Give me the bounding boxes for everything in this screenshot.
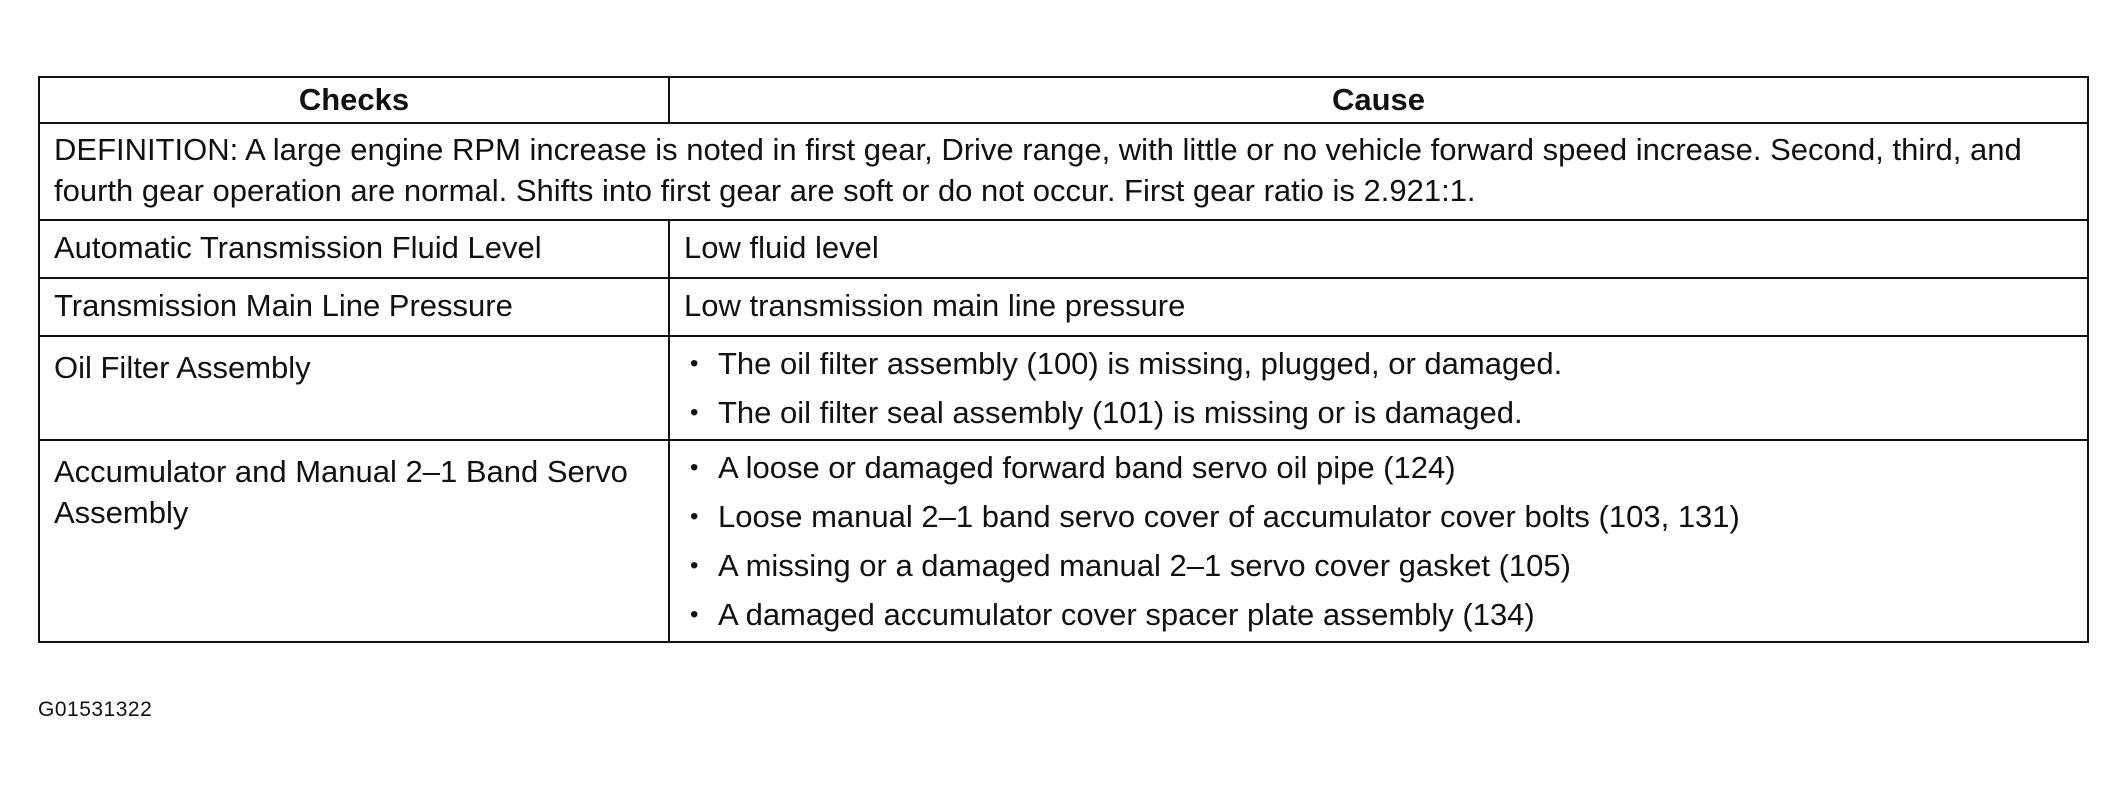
cause-list [684, 337, 2073, 439]
bullet-icon: • [690, 552, 699, 579]
cause-item-text: The oil filter assembly (100) is missing, plugged, or damaged. [718, 346, 1563, 381]
table-header-row [39, 77, 2088, 123]
check-cell: Automatic Transmission Fluid Level [39, 220, 669, 278]
figure-code: G01531322 [38, 698, 153, 721]
definition-row [39, 123, 2088, 220]
bullet-icon: • [690, 399, 699, 426]
checks-column-header: Checks [39, 77, 669, 123]
table-row [39, 440, 2088, 642]
table-row [39, 336, 2088, 440]
check-cell: Transmission Main Line Pressure [39, 278, 669, 336]
cause-cell: Low transmission main line pressure [669, 278, 2088, 336]
cause-item-text: Loose manual 2–1 band servo cover of accumulator cover bolts (103, 131) [718, 499, 1740, 534]
cause-cell [669, 336, 2088, 440]
bullet-icon: • [690, 350, 699, 377]
cause-item-text: A loose or damaged forward band servo oil pipe (124) [718, 450, 1456, 485]
cause-column-header: Cause [669, 77, 2088, 123]
check-cell: Accumulator and Manual 2–1 Band Servo Assembly [39, 440, 669, 642]
cause-item-text: A missing or a damaged manual 2–1 servo cover gasket (105) [718, 548, 1571, 583]
diagnostic-table [38, 76, 2089, 643]
cause-list-item [690, 447, 2073, 488]
definition-text: DEFINITION: A large engine RPM increase is noted in first gear, Drive range, with little or no vehicle forward speed increase. Second, third, and fourth gear operation are normal. Shifts into first gear are soft or do not occur. First gear ratio is 2.921:1. [39, 123, 2088, 220]
table-row [39, 220, 2088, 278]
cause-item-text: The oil filter seal assembly (101) is missing or is damaged. [718, 395, 1523, 430]
cause-list-item [690, 545, 2073, 586]
bullet-icon: • [690, 454, 699, 481]
cause-cell [669, 440, 2088, 642]
cause-item-text: A damaged accumulator cover spacer plate assembly (134) [718, 597, 1535, 632]
cause-cell: Low fluid level [669, 220, 2088, 278]
cause-list-item [690, 496, 2073, 537]
table-row [39, 278, 2088, 336]
bullet-icon: • [690, 503, 699, 530]
cause-list-item [690, 343, 2073, 384]
cause-list-item [690, 594, 2073, 635]
check-cell: Oil Filter Assembly [39, 336, 669, 440]
bullet-icon: • [690, 601, 699, 628]
cause-list-item [690, 392, 2073, 433]
cause-list [684, 441, 2073, 641]
